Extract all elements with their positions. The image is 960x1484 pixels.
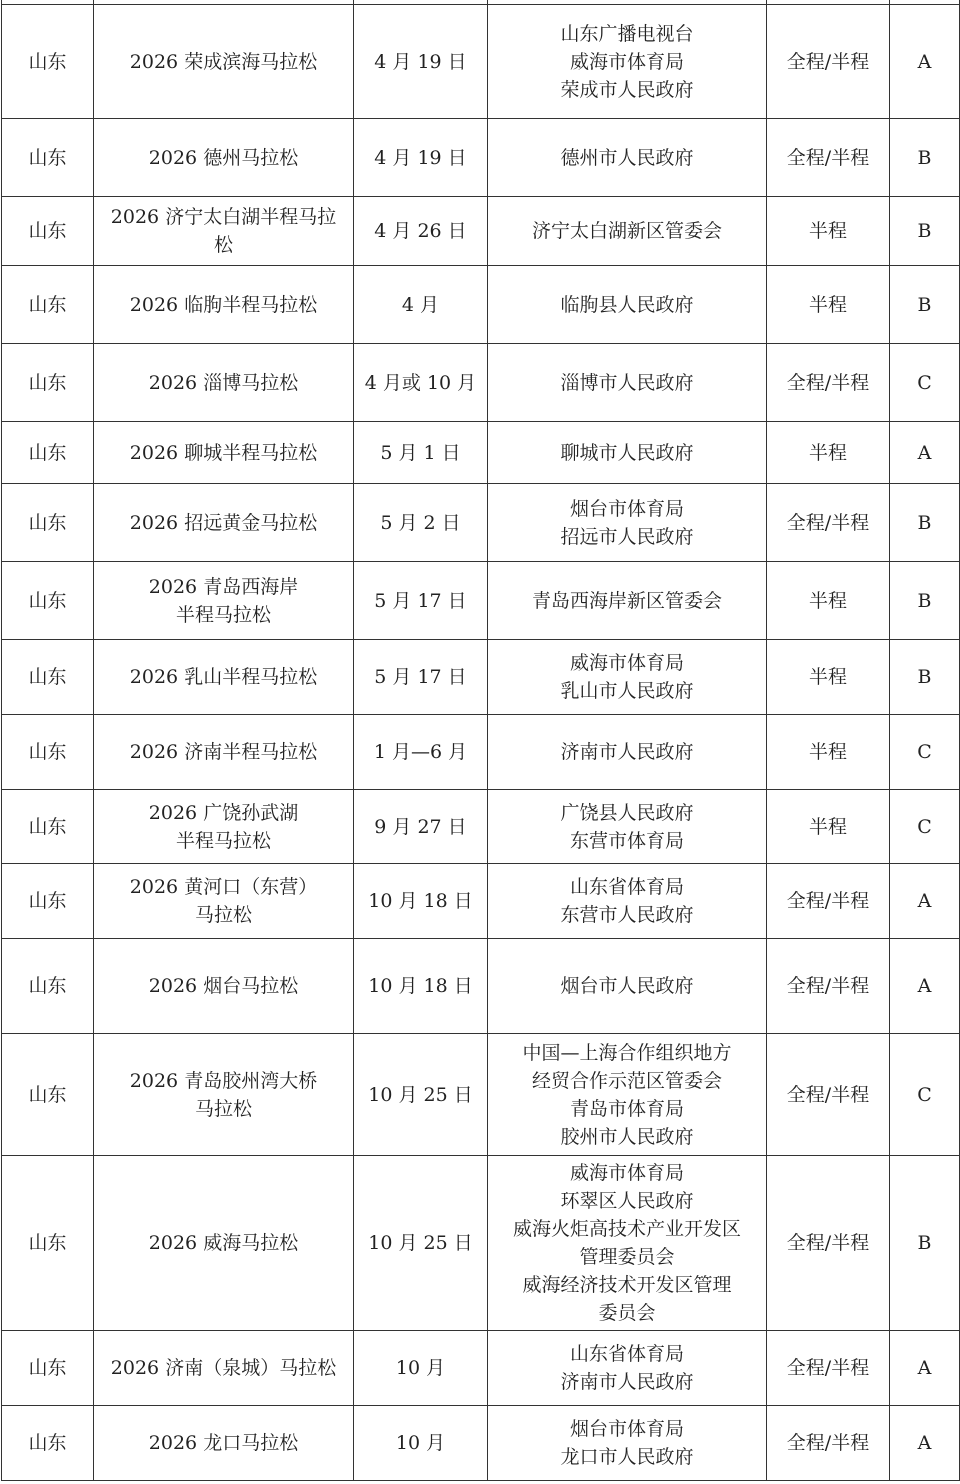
event-name-cell: 2026 济南半程马拉松 xyxy=(94,715,354,790)
grade-cell: A xyxy=(890,1406,960,1481)
province-cell: 山东 xyxy=(2,1331,94,1406)
date-cell: 10 月 xyxy=(354,1331,488,1406)
grade-cell: A xyxy=(890,939,960,1034)
organizer-cell: 淄博市人民政府 xyxy=(488,344,767,422)
race-type-cell: 全程/半程 xyxy=(767,5,890,119)
event-name-cell: 2026 烟台马拉松 xyxy=(94,939,354,1034)
organizer-cell: 临朐县人民政府 xyxy=(488,266,767,344)
date-cell: 4 月 19 日 xyxy=(354,119,488,197)
organizer-cell: 山东省体育局 济南市人民政府 xyxy=(488,1331,767,1406)
table-row xyxy=(2,939,960,1034)
grade-cell: C xyxy=(890,1034,960,1156)
province-cell: 山东 xyxy=(2,197,94,266)
event-name-cell: 2026 广饶孙武湖 半程马拉松 xyxy=(94,790,354,864)
grade-cell: B xyxy=(890,562,960,640)
table-row xyxy=(2,1034,960,1156)
organizer-cell: 中国—上海合作组织地方 经贸合作示范区管委会 青岛市体育局 胶州市人民政府 xyxy=(488,1034,767,1156)
date-cell: 5 月 1 日 xyxy=(354,422,488,484)
grade-cell: A xyxy=(890,422,960,484)
race-type-cell: 全程/半程 xyxy=(767,864,890,939)
date-cell: 4 月或 10 月 xyxy=(354,344,488,422)
grade-cell: B xyxy=(890,1156,960,1331)
grade-cell: A xyxy=(890,1331,960,1406)
province-cell: 山东 xyxy=(2,266,94,344)
date-cell: 1 月—6 月 xyxy=(354,715,488,790)
grade-cell: A xyxy=(890,864,960,939)
grade-cell: C xyxy=(890,715,960,790)
province-cell: 山东 xyxy=(2,5,94,119)
event-name-cell: 2026 乳山半程马拉松 xyxy=(94,640,354,715)
table-row xyxy=(2,864,960,939)
date-cell: 5 月 17 日 xyxy=(354,562,488,640)
event-name-cell: 2026 德州马拉松 xyxy=(94,119,354,197)
grade-cell: C xyxy=(890,790,960,864)
event-name-cell: 2026 荣成滨海马拉松 xyxy=(94,5,354,119)
date-cell: 5 月 17 日 xyxy=(354,640,488,715)
province-cell: 山东 xyxy=(2,790,94,864)
event-name-cell: 2026 淄博马拉松 xyxy=(94,344,354,422)
table-row xyxy=(2,197,960,266)
organizer-cell: 山东省体育局 东营市人民政府 xyxy=(488,864,767,939)
province-cell: 山东 xyxy=(2,1156,94,1331)
province-cell: 山东 xyxy=(2,939,94,1034)
province-cell: 山东 xyxy=(2,562,94,640)
race-type-cell: 半程 xyxy=(767,197,890,266)
date-cell: 5 月 2 日 xyxy=(354,484,488,562)
date-cell: 4 月 19 日 xyxy=(354,5,488,119)
province-cell: 山东 xyxy=(2,1406,94,1481)
organizer-cell: 德州市人民政府 xyxy=(488,119,767,197)
province-cell: 山东 xyxy=(2,640,94,715)
race-type-cell: 全程/半程 xyxy=(767,484,890,562)
province-cell: 山东 xyxy=(2,864,94,939)
race-type-cell: 全程/半程 xyxy=(767,939,890,1034)
date-cell: 10 月 25 日 xyxy=(354,1034,488,1156)
table-row xyxy=(2,1331,960,1406)
event-name-cell: 2026 临朐半程马拉松 xyxy=(94,266,354,344)
event-name-cell: 2026 招远黄金马拉松 xyxy=(94,484,354,562)
marathon-schedule-table xyxy=(1,0,960,1481)
table-row xyxy=(2,562,960,640)
table-row xyxy=(2,119,960,197)
province-cell: 山东 xyxy=(2,119,94,197)
table-row xyxy=(2,1156,960,1331)
date-cell: 4 月 26 日 xyxy=(354,197,488,266)
date-cell: 10 月 xyxy=(354,1406,488,1481)
grade-cell: A xyxy=(890,5,960,119)
table-row xyxy=(2,5,960,119)
race-type-cell: 全程/半程 xyxy=(767,119,890,197)
event-name-cell: 2026 威海马拉松 xyxy=(94,1156,354,1331)
date-cell: 10 月 25 日 xyxy=(354,1156,488,1331)
date-cell: 4 月 xyxy=(354,266,488,344)
race-type-cell: 半程 xyxy=(767,422,890,484)
province-cell: 山东 xyxy=(2,344,94,422)
date-cell: 9 月 27 日 xyxy=(354,790,488,864)
table-row xyxy=(2,715,960,790)
organizer-cell: 烟台市体育局 龙口市人民政府 xyxy=(488,1406,767,1481)
race-type-cell: 全程/半程 xyxy=(767,344,890,422)
grade-cell: B xyxy=(890,640,960,715)
race-type-cell: 半程 xyxy=(767,790,890,864)
race-type-cell: 半程 xyxy=(767,562,890,640)
province-cell: 山东 xyxy=(2,422,94,484)
table-row xyxy=(2,1406,960,1481)
table-row xyxy=(2,422,960,484)
organizer-cell: 烟台市体育局 招远市人民政府 xyxy=(488,484,767,562)
organizer-cell: 威海市体育局 乳山市人民政府 xyxy=(488,640,767,715)
organizer-cell: 青岛西海岸新区管委会 xyxy=(488,562,767,640)
table-row xyxy=(2,266,960,344)
race-type-cell: 半程 xyxy=(767,266,890,344)
organizer-cell: 威海市体育局 环翠区人民政府 威海火炬高技术产业开发区 管理委员会 威海经济技术开发区管理 委员会 xyxy=(488,1156,767,1331)
race-type-cell: 半程 xyxy=(767,715,890,790)
race-type-cell: 全程/半程 xyxy=(767,1331,890,1406)
event-name-cell: 2026 青岛西海岸 半程马拉松 xyxy=(94,562,354,640)
grade-cell: B xyxy=(890,266,960,344)
organizer-cell: 烟台市人民政府 xyxy=(488,939,767,1034)
event-name-cell: 2026 青岛胶州湾大桥 马拉松 xyxy=(94,1034,354,1156)
race-type-cell: 全程/半程 xyxy=(767,1156,890,1331)
event-name-cell: 2026 龙口马拉松 xyxy=(94,1406,354,1481)
organizer-cell: 聊城市人民政府 xyxy=(488,422,767,484)
event-name-cell: 2026 聊城半程马拉松 xyxy=(94,422,354,484)
table-row xyxy=(2,790,960,864)
table-row xyxy=(2,640,960,715)
grade-cell: B xyxy=(890,484,960,562)
province-cell: 山东 xyxy=(2,1034,94,1156)
grade-cell: B xyxy=(890,119,960,197)
organizer-cell: 山东广播电视台 威海市体育局 荣成市人民政府 xyxy=(488,5,767,119)
organizer-cell: 广饶县人民政府 东营市体育局 xyxy=(488,790,767,864)
province-cell: 山东 xyxy=(2,715,94,790)
table-row xyxy=(2,484,960,562)
organizer-cell: 济宁太白湖新区管委会 xyxy=(488,197,767,266)
race-type-cell: 半程 xyxy=(767,640,890,715)
organizer-cell: 济南市人民政府 xyxy=(488,715,767,790)
race-type-cell: 全程/半程 xyxy=(767,1034,890,1156)
grade-cell: C xyxy=(890,344,960,422)
province-cell: 山东 xyxy=(2,484,94,562)
event-name-cell: 2026 黄河口（东营） 马拉松 xyxy=(94,864,354,939)
date-cell: 10 月 18 日 xyxy=(354,864,488,939)
date-cell: 10 月 18 日 xyxy=(354,939,488,1034)
grade-cell: B xyxy=(890,197,960,266)
event-name-cell: 2026 济宁太白湖半程马拉 松 xyxy=(94,197,354,266)
event-name-cell: 2026 济南（泉城）马拉松 xyxy=(94,1331,354,1406)
race-type-cell: 全程/半程 xyxy=(767,1406,890,1481)
table-row xyxy=(2,344,960,422)
